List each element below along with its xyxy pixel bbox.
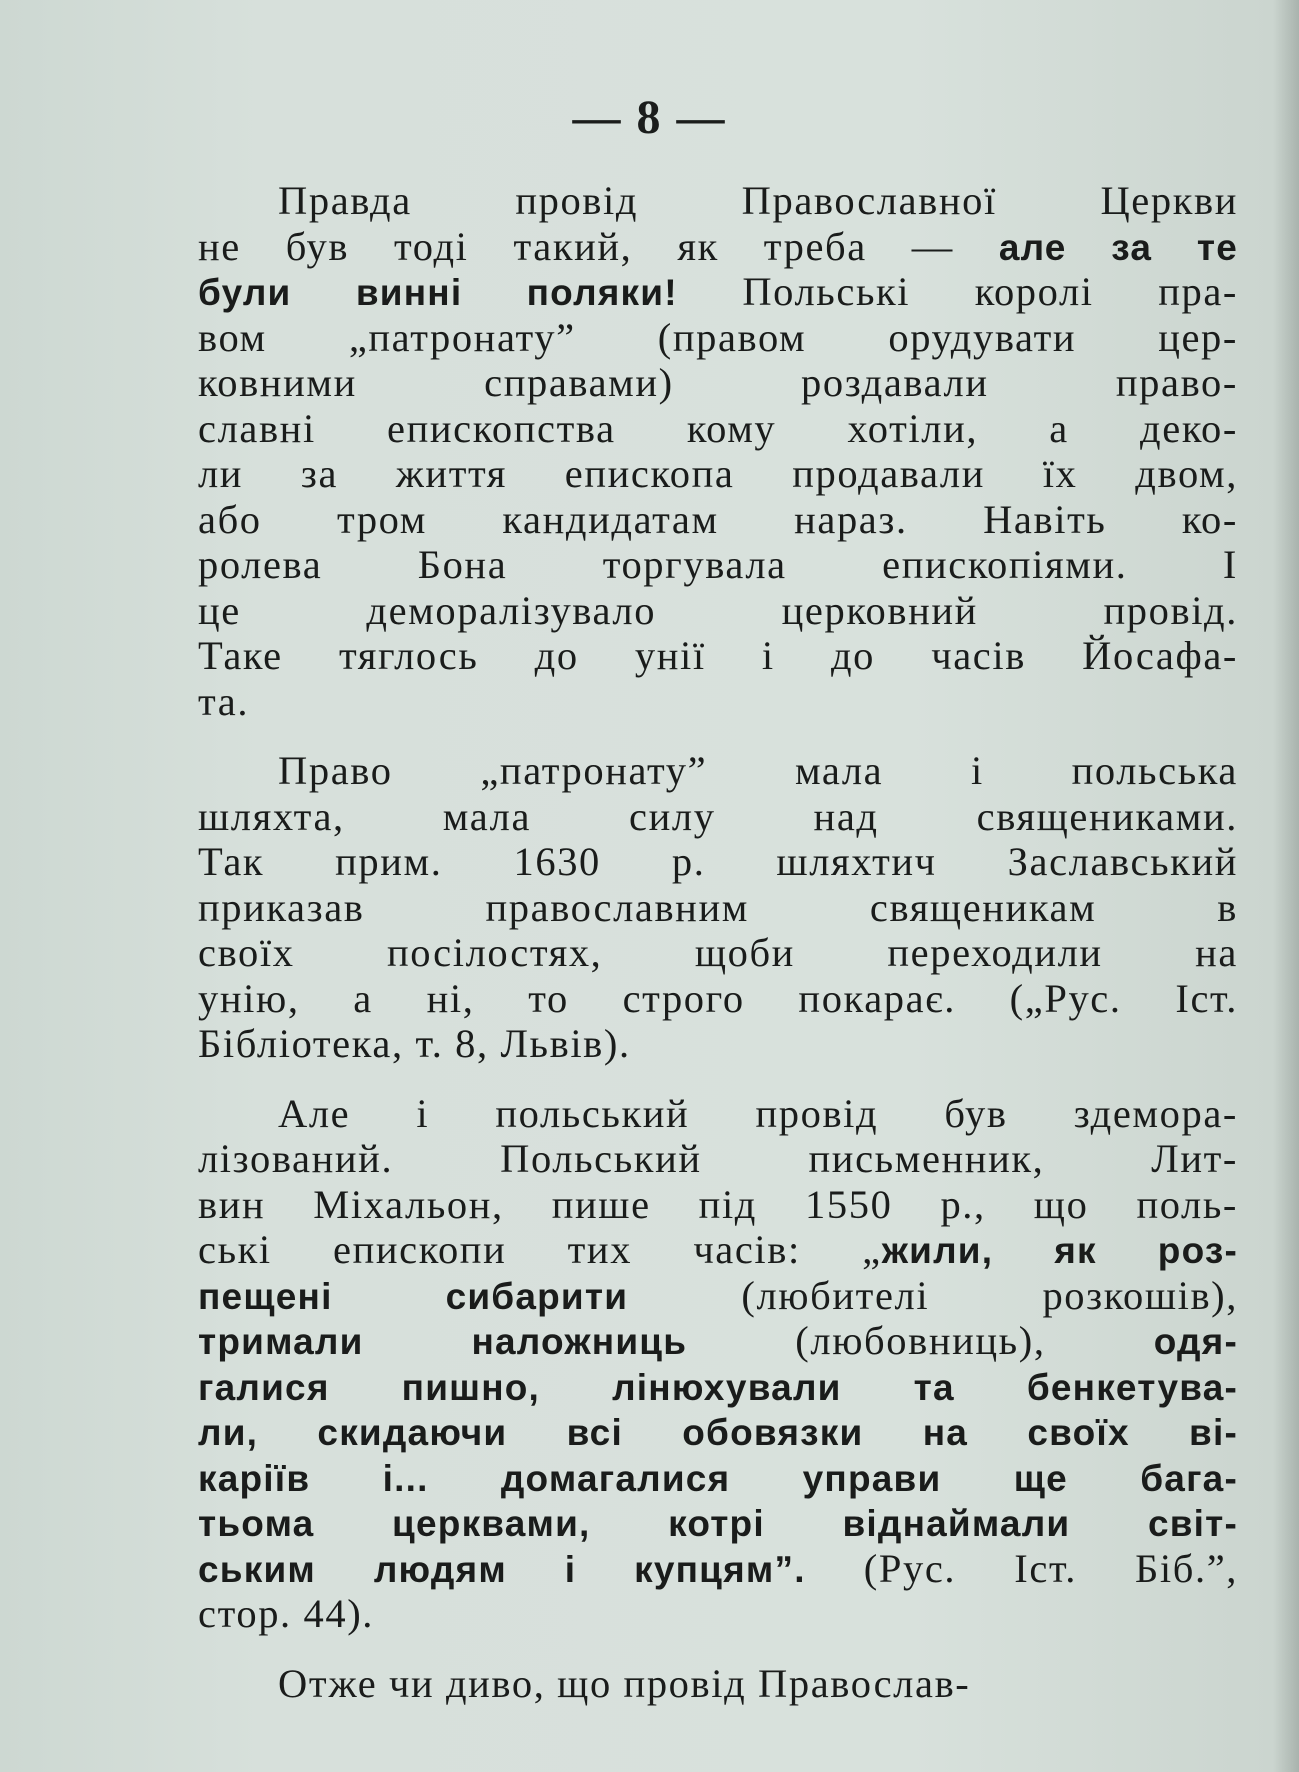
text-line [198,406,1238,452]
text-run: (любовниць), [687,1318,1154,1363]
text-run: своїх посілостях, щоби переходили на [198,930,1238,975]
text-run: приказав православним священикам в [198,884,1238,930]
text-run: вом „патронату” (правом орудувати цер- [198,314,1238,360]
text-line [198,976,1238,1022]
bold-text: ли, скидаючи всі обовязки на своїх ві- [198,1412,1238,1453]
bold-text: але за те [998,226,1238,268]
bold-text: галися пишно, лінюхували та бенкетува- [198,1366,1238,1408]
text-line [198,1455,1238,1501]
text-line [198,1021,1238,1067]
text-line [198,794,1238,840]
text-run: не був тоді такий, як треба — [198,223,999,269]
text-line [198,1273,1238,1319]
paragraph [198,748,1238,1067]
paragraph [198,1661,1238,1707]
text-run: стор. 44). [198,1591,375,1636]
text-line [198,1500,1238,1546]
text-run: Правда провід Православної Церкви [278,178,1238,223]
text-line [198,1091,1238,1137]
text-line [198,315,1238,361]
text-line [198,1182,1238,1228]
text-run: або тром кандидатам нараз. Навіть ко- [198,496,1238,542]
text-line [198,1409,1238,1455]
bold-text: каріїв і... домагалися управи ще бага- [198,1457,1238,1499]
text-line [198,839,1238,885]
text-run: лізований. Польський письменник, Лит- [198,1136,1238,1181]
text-run: Отже чи диво, що провід Православ- [278,1660,971,1706]
text-line [198,1227,1238,1273]
page-number: — 8 — [572,91,727,144]
text-line [198,1591,1238,1637]
text-line [198,1546,1238,1592]
bold-text: були винні поляки! [198,272,678,313]
text-run: це деморалізувало церковний провід. [198,587,1238,633]
text-run: ські епископи тих часів: „ [198,1227,882,1272]
text-line [198,748,1238,794]
paragraph [198,1091,1238,1637]
text-line [198,1364,1238,1410]
bold-text: пещені сибарити [198,1275,629,1317]
text-line [198,360,1238,406]
paragraph-gap [198,1067,1238,1091]
text-run: Право „патронату” мала і польська [278,748,1238,793]
text-line [198,1661,1238,1707]
text-run: вин Міхальон, пише під 1550 р., що поль- [198,1181,1238,1227]
text-run: шляхта, мала силу над священиками. [198,793,1238,839]
text-line [198,269,1238,315]
text-run: ли за життя епископа продавали їх двом, [198,451,1238,496]
text-run: Таке тяглось до унії і до часів Йосафа- [198,633,1238,678]
text-line [198,885,1238,931]
text-run: Але і польський провід був здемора- [278,1090,1238,1136]
body-text [198,178,1238,1706]
text-line [198,633,1238,679]
text-line [198,679,1238,725]
text-run: (любителі розкошів), [628,1272,1238,1318]
text-run: ролева Бона торгувала епископіями. І [198,542,1238,587]
text-line [198,497,1238,543]
text-line [198,451,1238,497]
text-line [198,542,1238,588]
text-run: славні епископства кому хотіли, а деко- [198,405,1238,451]
text-run: (Рус. Іст. Біб.”, [805,1545,1238,1591]
text-line [198,178,1238,224]
text-run: Так прим. 1630 р. шляхтич Заславський [198,839,1238,884]
paragraph-gap [198,724,1238,748]
paragraph-gap [198,1637,1238,1661]
text-run: та. [198,678,250,724]
bold-text: ським людям і купцям”. [198,1548,806,1590]
page-edge-shadow [1273,0,1299,1772]
text-line [198,930,1238,976]
paragraph [198,178,1238,724]
text-line [198,224,1238,270]
bold-text: тримали наложниць [198,1321,688,1362]
text-line [198,1318,1238,1364]
text-run: Польські королі пра- [677,269,1238,314]
text-run: Бібліотека, т. 8, Львів). [198,1021,631,1066]
bold-text: тьома церквами, котрі віднаймали світ- [198,1503,1238,1544]
text-run: ковними справами) роздавали право- [198,360,1238,405]
text-line [198,588,1238,634]
bold-text: жили, як роз- [881,1230,1239,1271]
text-line [198,1136,1238,1182]
bold-text: одя- [1153,1321,1238,1362]
text-run: унію, а ні, то строго покарає. („Рус. Іст. [198,975,1238,1021]
